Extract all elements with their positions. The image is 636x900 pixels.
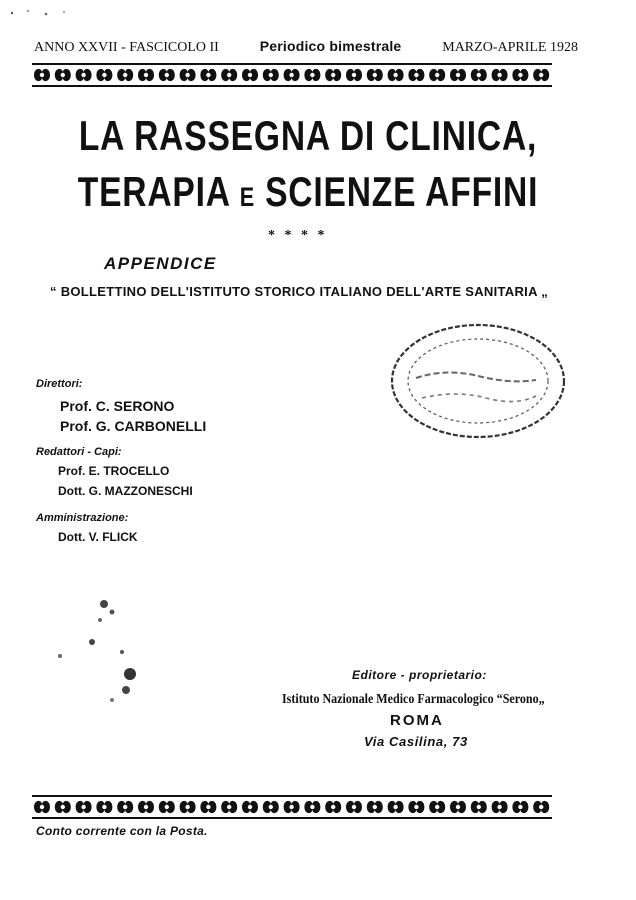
border-ornament-eye: [414, 73, 418, 77]
star-separator: * * * *: [268, 228, 328, 243]
border-ornament-eye: [269, 73, 273, 77]
border-ornament-eye: [165, 805, 169, 809]
border-ornament-eye: [497, 73, 501, 77]
border-ornament-eye: [435, 73, 439, 77]
publisher-name: Istituto Nazionale Medico Farmacologico “Serono„: [282, 692, 545, 707]
publication-frequency: Periodico bimestrale: [259, 38, 402, 54]
border-ornament-eye: [81, 805, 85, 809]
border-ornament-eye: [352, 73, 356, 77]
border-ornament-eye: [248, 73, 252, 77]
border-ornament-eye: [123, 805, 127, 809]
border-ornament-eye: [206, 805, 210, 809]
border-ornament-eye: [331, 73, 335, 77]
border-ornament-eye: [435, 805, 439, 809]
title-word-terapia: TERAPIA: [77, 168, 230, 215]
border-ornament-eye: [248, 805, 252, 809]
issue-header-line: [34, 38, 578, 58]
border-ornament-eye: [227, 73, 231, 77]
ornamental-border-bottom: [32, 794, 552, 820]
border-ornament-eye: [289, 805, 293, 809]
administration-label: Amministrazione:: [36, 512, 129, 524]
chief-editors-label: Redattori - Capi:: [36, 446, 122, 458]
border-ornament-eye: [477, 73, 481, 77]
border-ornament-eye: [456, 73, 460, 77]
border-ornament-eye: [518, 805, 522, 809]
director-name: Prof. C. SERONO: [60, 398, 175, 414]
library-stamp: [386, 318, 570, 444]
chief-editor-name: Dott. G. MAZZONESCHI: [58, 484, 193, 498]
issue-date: MARZO-APRILE 1928: [442, 40, 578, 55]
border-ornament-eye: [373, 805, 377, 809]
border-ornament-eye: [102, 73, 106, 77]
border-ornament-eye: [185, 805, 189, 809]
ornamental-border-top: [32, 62, 552, 88]
administrator-name: Dott. V. FLICK: [58, 530, 138, 544]
border-ornament-eye: [352, 805, 356, 809]
border-ornament-eye: [414, 805, 418, 809]
border-ornament-eye: [144, 805, 148, 809]
border-ornament-eye: [477, 805, 481, 809]
border-ornament-eye: [331, 805, 335, 809]
journal-title-line-2: [54, 168, 563, 216]
border-ornament-eye: [206, 73, 210, 77]
border-ornament-eye: [310, 805, 314, 809]
border-ornament-eye: [497, 805, 501, 809]
border-ornament-eye: [539, 805, 543, 809]
director-name: Prof. G. CARBONELLI: [60, 418, 207, 434]
border-ornament-eye: [227, 805, 231, 809]
publisher-address: Via Casilina, 73: [364, 734, 468, 749]
border-ornament-eye: [40, 73, 44, 77]
ink-smudge-marks: [52, 590, 152, 710]
border-ornament-eye: [269, 805, 273, 809]
border-ornament-eye: [310, 73, 314, 77]
border-ornament-eye: [61, 73, 65, 77]
chief-editor-name: Prof. E. TROCELLO: [58, 464, 170, 478]
border-ornament-eye: [518, 73, 522, 77]
border-ornament-eye: [539, 73, 543, 77]
issue-number: ANNO XXVII - FASCICOLO II: [34, 40, 219, 55]
title-words-scienze-affini: SCIENZE AFFINI: [265, 168, 539, 215]
journal-title-line-1: LA RASSEGNA DI CLINICA,: [78, 112, 538, 159]
border-ornament-eye: [373, 73, 377, 77]
publisher-label: Editore - proprietario:: [352, 668, 487, 682]
appendix-label: APPENDICE: [104, 254, 217, 273]
border-ornament-eye: [165, 73, 169, 77]
border-ornament-eye: [123, 73, 127, 77]
border-ornament-eye: [289, 73, 293, 77]
border-ornament-eye: [185, 73, 189, 77]
border-ornament-eye: [61, 805, 65, 809]
border-ornament-eye: [456, 805, 460, 809]
publisher-city: ROMA: [390, 712, 444, 729]
border-ornament-eye: [102, 805, 106, 809]
print-speck-marks: [6, 6, 86, 20]
postal-account-note: Conto corrente con la Posta.: [36, 824, 208, 838]
border-ornament-eye: [81, 73, 85, 77]
directors-label: Direttori:: [36, 378, 83, 390]
border-ornament-eye: [40, 805, 44, 809]
title-conjunction: E: [239, 182, 255, 212]
appendix-subtitle: “ BOLLETTINO DELL'ISTITUTO STORICO ITALIANO DELL'ARTE SANITARIA „: [50, 284, 548, 299]
border-ornament-eye: [393, 805, 397, 809]
border-ornament-eye: [393, 73, 397, 77]
border-ornament-eye: [144, 73, 148, 77]
